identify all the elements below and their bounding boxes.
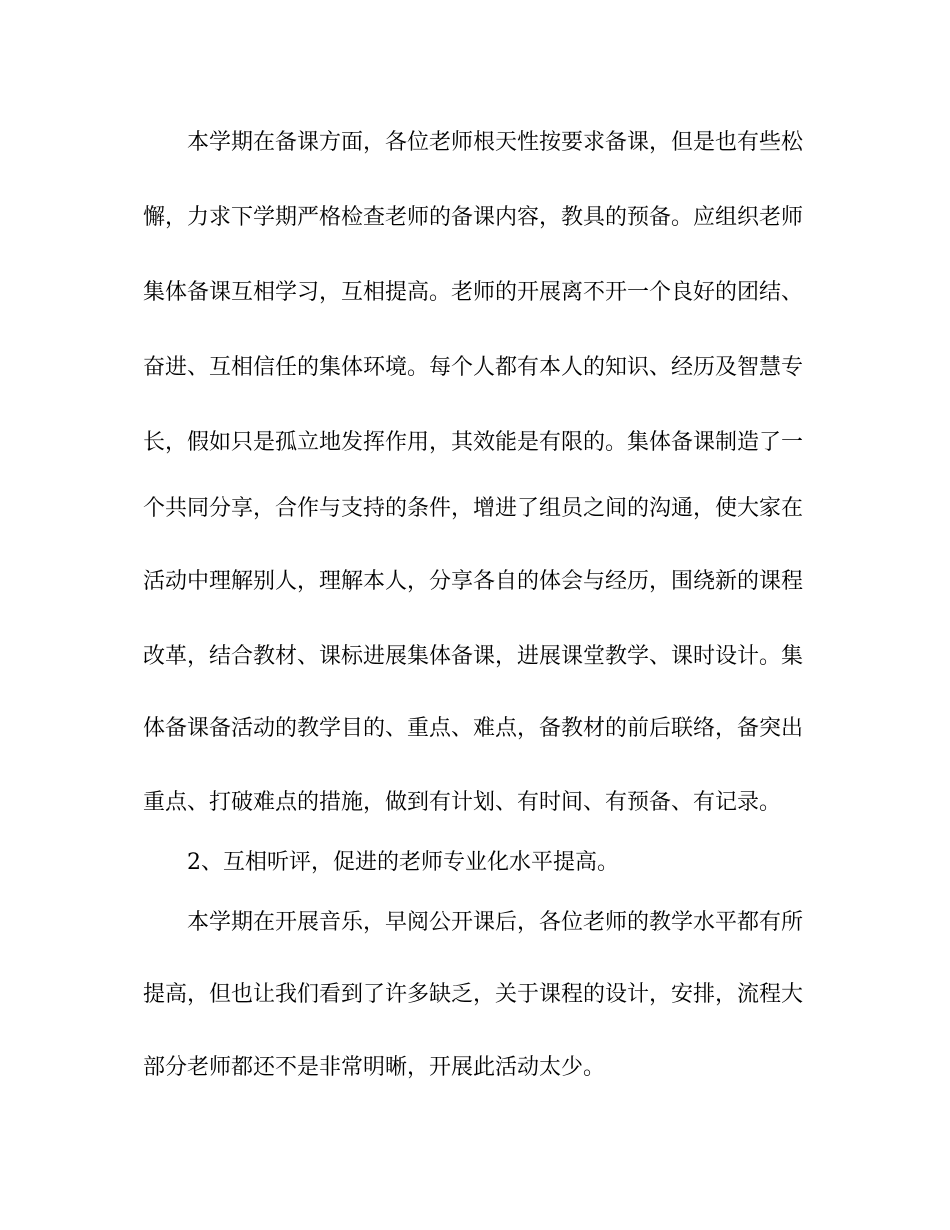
paragraph-line: 重点、打破难点的措施，做到有计划、有时间、有预备、有记录。 xyxy=(143,790,782,815)
paragraph-line: 懈，力求下学期严格检查老师的备课内容，教具的预备。应组织老师 xyxy=(143,205,804,230)
section-heading: 2、互相听评，促进的老师专业化水平提高。 xyxy=(187,850,619,875)
paragraph-line: 本学期在开展音乐，早阅公开课后，各位老师的教学水平都有所 xyxy=(187,910,804,935)
paragraph-line: 部分老师都还不是非常明晰，开展此活动太少。 xyxy=(143,1055,606,1080)
paragraph-line: 改革，结合教材、课标进展集体备课，进展课堂教学、课时设计。集 xyxy=(143,644,804,669)
paragraph-line: 体备课备活动的教学目的、重点、难点，备教材的前后联络，备突出 xyxy=(143,716,804,741)
paragraph-line: 集体备课互相学习，互相提高。老师的开展离不开一个良好的团结、 xyxy=(143,280,804,305)
paragraph-line: 个共同分享，合作与支持的条件，增进了组员之间的沟通，使大家在 xyxy=(143,496,804,521)
paragraph-line: 本学期在备课方面，各位老师根天性按要求备课，但是也有些松 xyxy=(187,130,804,155)
paragraph-line: 提高，但也让我们看到了许多缺乏，关于课程的设计，安排，流程大 xyxy=(143,982,804,1007)
paragraph-line: 长，假如只是孤立地发挥作用，其效能是有限的。集体备课制造了一 xyxy=(143,430,804,455)
paragraph-line: 活动中理解别人，理解本人，分享各自的体会与经历，围绕新的课程 xyxy=(143,569,804,594)
paragraph-line: 奋进、互相信任的集体环境。每个人都有本人的知识、经历及智慧专 xyxy=(143,355,804,380)
